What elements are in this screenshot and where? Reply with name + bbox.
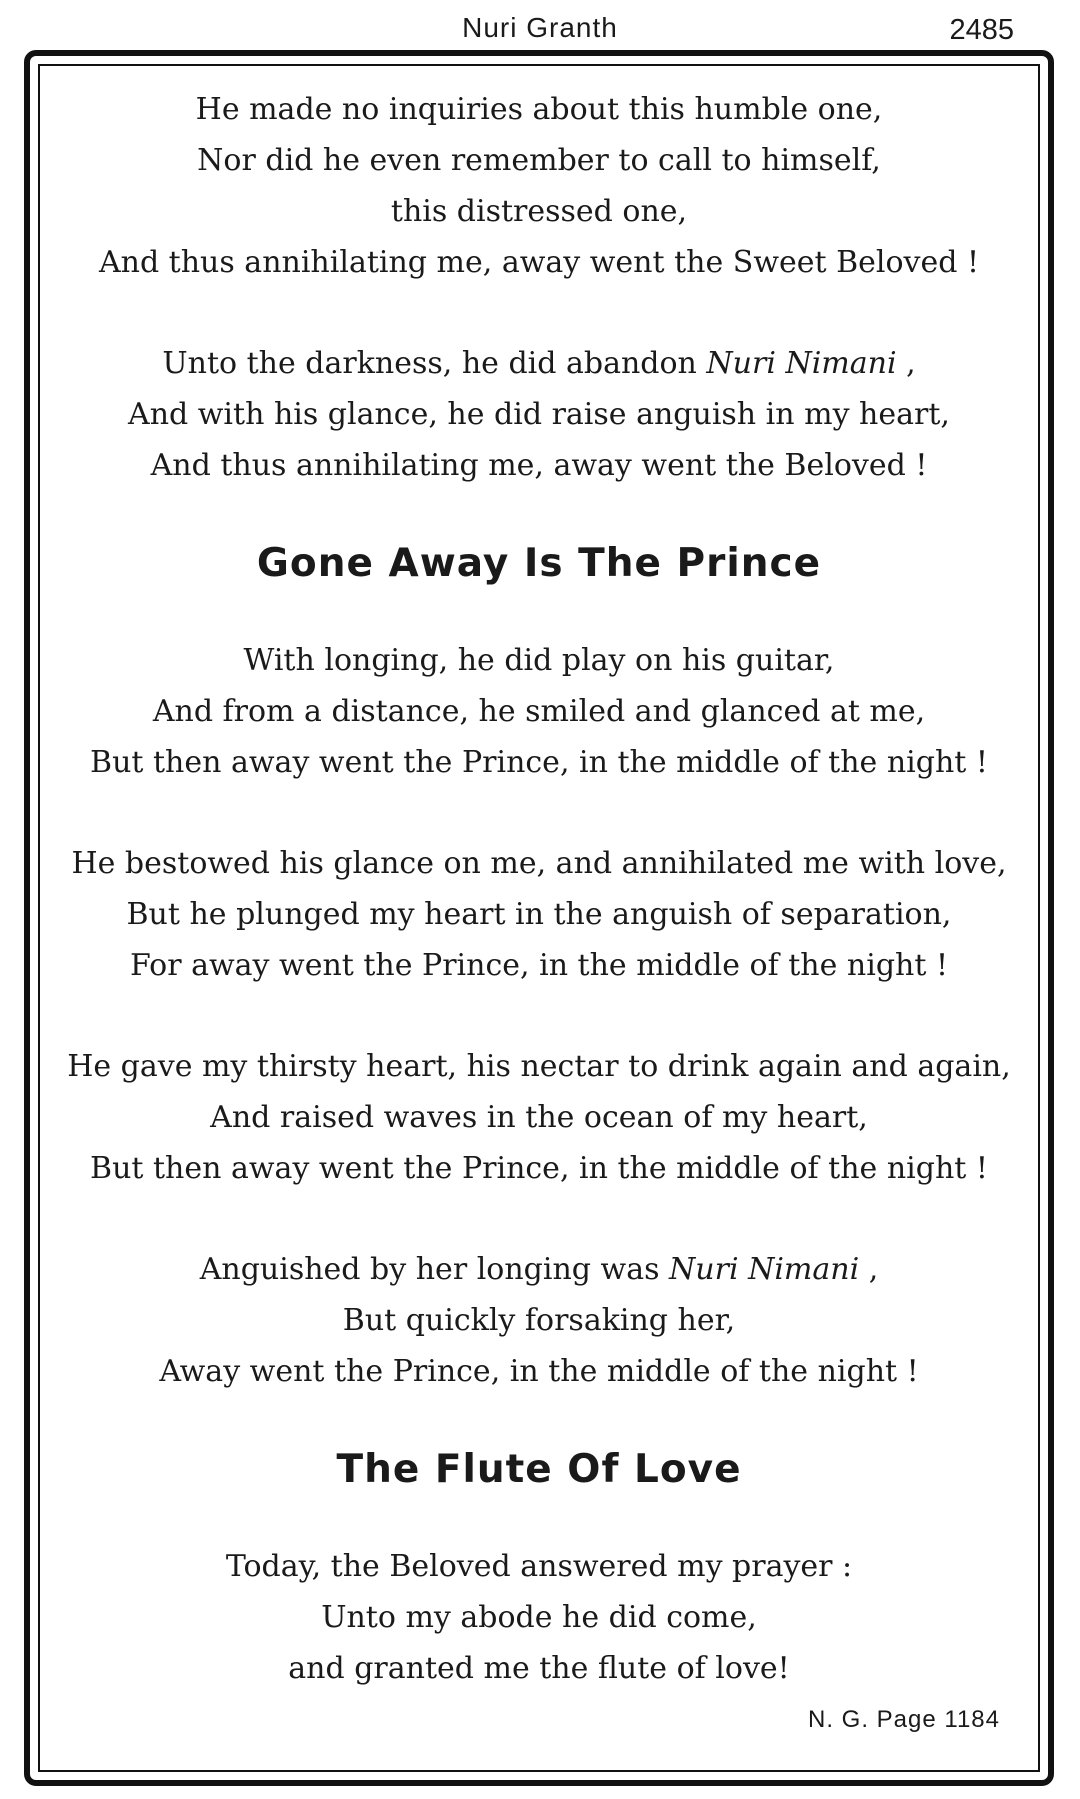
verse-punctuation: ,	[896, 346, 916, 381]
verse-line: And from a distance, he smiled and glanced at me,	[152, 694, 926, 729]
verse-line: And raised waves in the ocean of my heart,	[210, 1100, 868, 1135]
verse-line: For away went the Prince, in the middle of the night !	[129, 948, 949, 983]
stanza	[40, 635, 1038, 788]
verse-line: He bestowed his glance on me, and annihilated me with love,	[71, 846, 1007, 881]
verse-line: But then away went the Prince, in the middle of the night !	[90, 1151, 988, 1186]
page-reference: N. G. Page 1184	[808, 1706, 1000, 1733]
section-title: The Flute Of Love	[336, 1447, 742, 1492]
verse-line: And thus annihilating me, away went the Beloved !	[150, 448, 928, 483]
verse-line: this distressed one,	[390, 194, 688, 229]
stanza	[40, 1041, 1038, 1194]
verse-line: He made no inquiries about this humble one,	[195, 92, 883, 127]
verse-line: But then away went the Prince, in the middle of the night !	[90, 745, 988, 780]
verse-line: Unto my abode he did come,	[321, 1600, 757, 1635]
verse-line: Today, the Beloved answered my prayer :	[225, 1549, 853, 1584]
verse-line: But he plunged my heart in the anguish of separation,	[126, 897, 952, 932]
running-header	[0, 10, 1080, 50]
stanza	[40, 1244, 1038, 1397]
verse-line: He gave my thirsty heart, his nectar to drink again and again,	[67, 1049, 1011, 1084]
verse-text: Unto the darkness, he did abandon	[162, 346, 707, 381]
stanza	[40, 1541, 1038, 1694]
verse-line: Away went the Prince, in the middle of the night !	[159, 1354, 919, 1389]
verse-line	[40, 1244, 1038, 1295]
verse-line: Nor did he even remember to call to himself,	[197, 143, 881, 178]
book-title: Nuri Granth	[462, 12, 618, 43]
section-title: Gone Away Is The Prince	[256, 541, 822, 586]
verse-line: and granted me the flute of love!	[288, 1651, 790, 1686]
page-number: 2485	[949, 14, 1014, 46]
poem-body	[40, 84, 1038, 1744]
verse-line: And with his glance, he did raise anguish in my heart,	[128, 397, 950, 432]
verse-line: And thus annihilating me, away went the Sweet Beloved !	[98, 245, 980, 280]
stanza	[40, 84, 1038, 288]
verse-line: But quickly forsaking her,	[342, 1303, 736, 1338]
stanza	[40, 338, 1038, 491]
poet-name: Nuri Nimani	[706, 346, 897, 381]
verse-line: With longing, he did play on his guitar,	[243, 643, 835, 678]
verse-punctuation: ,	[859, 1252, 879, 1287]
verse-line	[40, 338, 1038, 389]
stanza	[40, 838, 1038, 991]
poet-name: Nuri Nimani	[669, 1252, 860, 1287]
verse-text: Anguished by her longing was	[199, 1252, 670, 1287]
